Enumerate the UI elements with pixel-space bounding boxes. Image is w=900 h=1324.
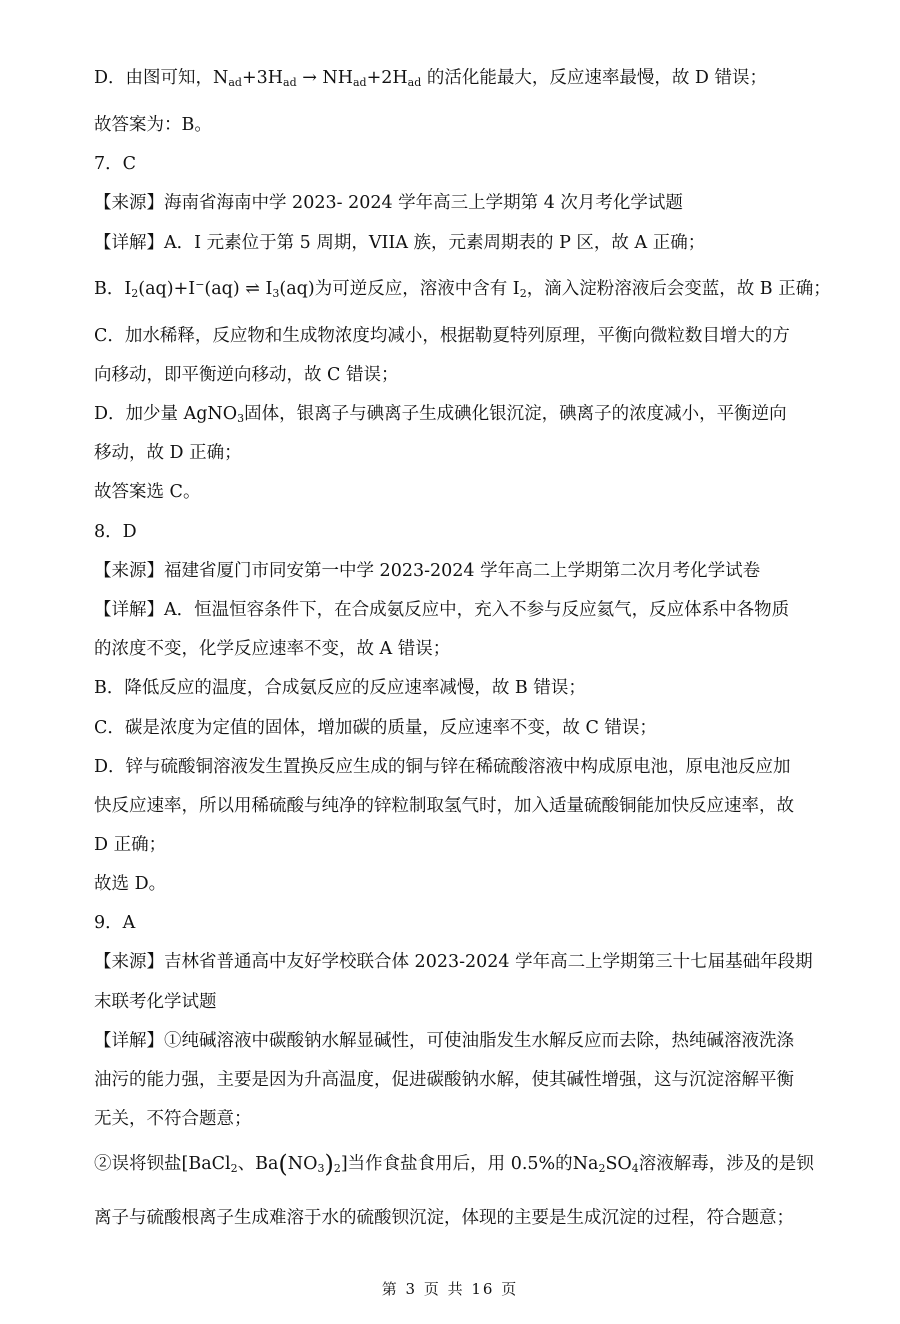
question-8-detail-d-line1: D．锌与硫酸铜溶液发生置换反应生成的铜与锌在稀硫酸溶液中构成原电池，原电池反应加: [94, 757, 791, 777]
question-7-detail-d-line1: D．加少量 AgNO$_3$固体，银离子与碘离子生成碘化银沉淀，碘离子的浓度减小，平衡逆向: [94, 404, 787, 425]
question-8-detail-c: C．碳是浓度为定值的固体，增加碳的质量，反应速率不变，故 C 错误；: [94, 718, 657, 738]
answer-6-option-d: D．由图可知，$N_{ad}+3H_{ad} \to NH_{ad}+2H_{ad}$ 的活化能最大，反应速率最慢，故 D 错误；: [94, 68, 767, 89]
question-7-source: 【来源】海南省海南中学 2023- 2024 学年高三上学期第 4 次月考化学试题: [94, 193, 683, 213]
question-9-detail-1-line2: 油污的能力强，主要是因为升高温度，促进碳酸钠水解，使其碱性增强，这与沉淀溶解平衡: [94, 1070, 794, 1090]
question-7-detail-c-line2: 向移动，即平衡逆向移动，故 C 错误；: [94, 365, 399, 385]
question-9-detail-2-line2: 离子与硫酸根离子生成难溶于水的硫酸钡沉淀，体现的主要是生成沉淀的过程，符合题意；: [94, 1208, 794, 1228]
question-9-source-line2: 末联考化学试题: [94, 992, 217, 1012]
question-8-detail-a-line1: 【详解】A．恒温恒容条件下，在合成氨反应中，充入不参与反应氦气，反应体系中各物质: [94, 600, 790, 620]
question-9-answer: 9．A: [94, 913, 136, 933]
question-7-detail-c-line1: C．加水稀释，反应物和生成物浓度均减小，根据勒夏特列原理，平衡向微粒数目增大的方: [94, 326, 790, 346]
page-footer: 第 3 页 共 16 页: [381, 1280, 519, 1298]
answer-8-conclusion: 故选 D。: [94, 874, 167, 894]
question-8-detail-d-line3: D 正确；: [94, 835, 167, 855]
question-7-detail-d-line2: 移动，故 D 正确；: [94, 443, 242, 463]
question-9-source-line1: 【来源】吉林省普通高中友好学校联合体 2023-2024 学年高二上学期第三十七届基础年段期: [94, 952, 813, 972]
question-8-source: 【来源】福建省厦门市同安第一中学 2023-2024 学年高二上学期第二次月考化学试卷: [94, 561, 761, 581]
question-8-detail-d-line2: 快反应速率，所以用稀硫酸与纯净的锌粒制取氢气时，加入适量硫酸铜能加快反应速率，故: [94, 796, 794, 816]
question-7-answer: 7．C: [94, 154, 137, 174]
question-8-answer: 8．D: [94, 522, 137, 542]
question-8-detail-b: B．降低反应的温度，合成氨反应的反应速率减慢，故 B 错误；: [94, 678, 586, 698]
answer-7-conclusion: 故答案选 C。: [94, 482, 201, 502]
question-9-detail-2-line1: ②误将钡盐[BaCl$_2$、$Ba(NO_3)_2$]当作食盐食用后，用 0.5%的$Na_2SO_4$溶液解毒，涉及的是钡: [94, 1150, 814, 1178]
answer-6-conclusion: 故答案为：B。: [94, 115, 212, 135]
question-8-detail-a-line2: 的浓度不变，化学反应速率不变，故 A 错误；: [94, 639, 451, 659]
question-7-detail-b: B．$I_2(aq)+I^-(aq)$ ⇌ $I_3(aq)$为可逆反应，溶液中含有 $I_2$，滴入淀粉溶液后会变蓝，故 B 正确；: [94, 278, 831, 300]
question-7-detail-a: 【详解】A．I 元素位于第 5 周期，VIIA 族，元素周期表的 P 区，故 A 正确；: [94, 233, 706, 253]
question-9-detail-1-line3: 无关，不符合题意；: [94, 1109, 252, 1129]
question-9-detail-1-line1: 【详解】①纯碱溶液中碳酸钠水解显碱性，可使油脂发生水解反应而去除，热纯碱溶液洗涤: [94, 1031, 794, 1051]
